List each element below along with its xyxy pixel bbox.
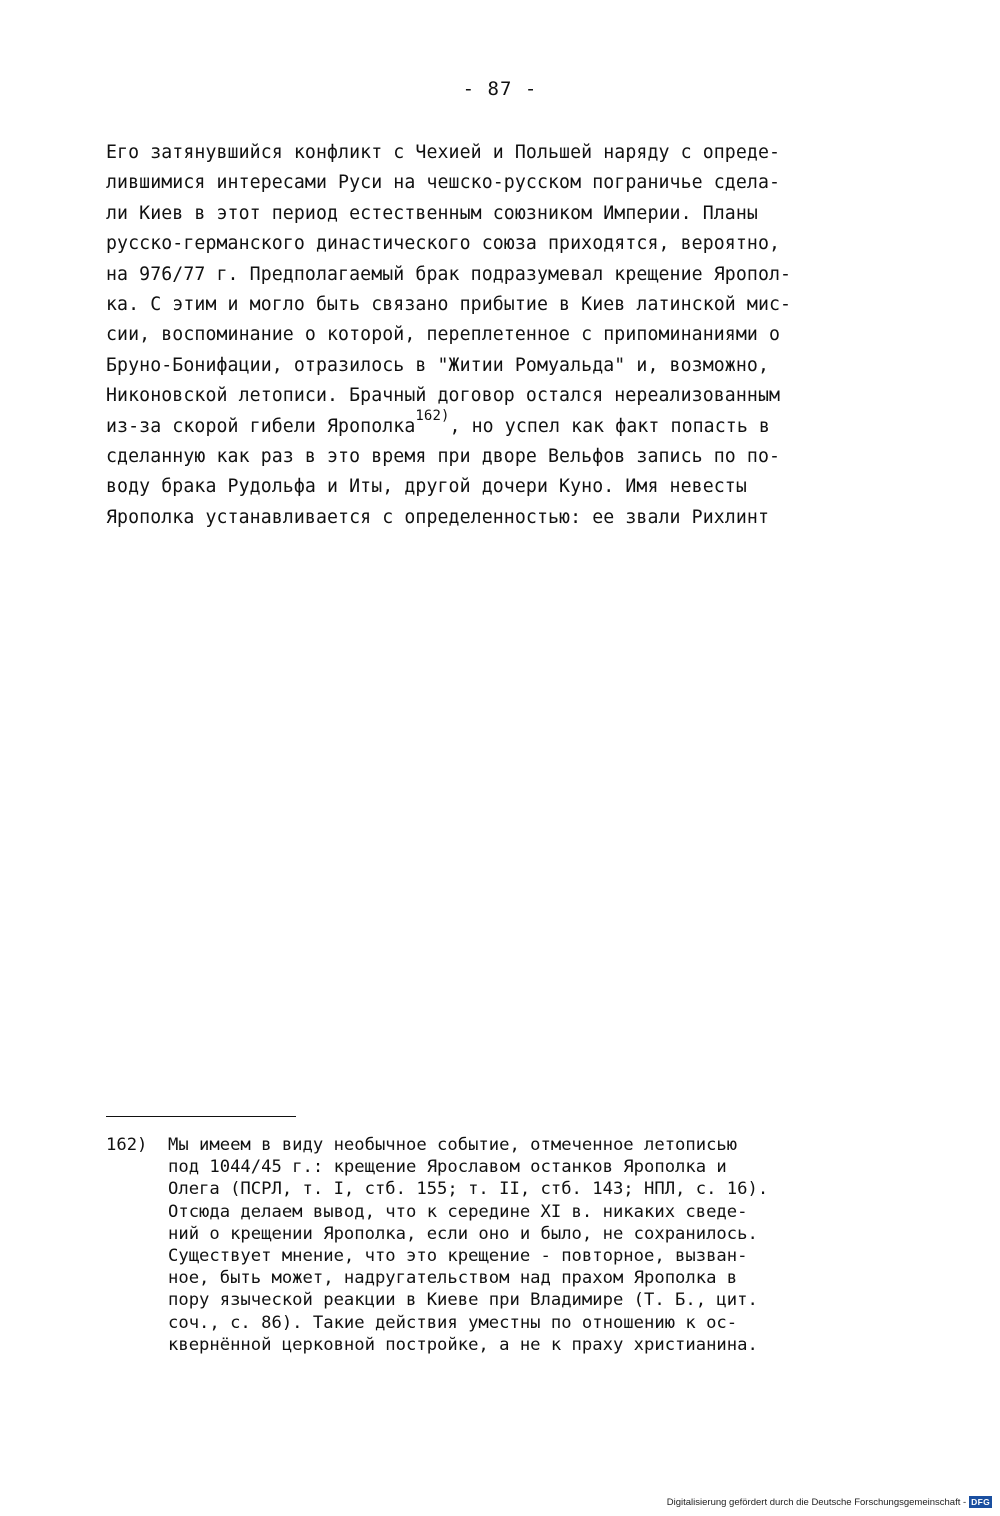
text-line: воду брака Рудольфа и Иты, другой дочери Куно. Имя невесты	[106, 476, 747, 498]
main-text	[106, 138, 896, 533]
footnote-line: Мы имеем в виду необычное событие, отмеченное летописью	[168, 1135, 738, 1155]
text-line-with-footnote-ref	[106, 407, 896, 442]
footnote-line: ний о крещении Ярополка, если оно и было, не сохранилось.	[168, 1223, 758, 1244]
footnote-body	[168, 1134, 908, 1356]
footnote-reference[interactable]: 162)	[415, 407, 450, 424]
text-line: ка. С этим и могло быть связано прибытие в Киев латинской мис-	[106, 293, 792, 315]
footnote-line: ное, быть может, надругательством над прахом Ярополка в	[168, 1268, 738, 1289]
footnote-line: под 1044/45 г.: крещение Ярославом останков Ярополка и	[168, 1157, 727, 1178]
text-segment: , но успел как факт попасть в	[449, 415, 770, 437]
text-line: Ярополка устанавливается с определенностью: ее звали Рихлинт	[106, 506, 769, 528]
text-line: на 976/77 г. Предполагаемый брак подразумевал крещение Яропол-	[106, 263, 792, 285]
footnote-line: соч., с. 86). Такие действия уместны по отношению к ос-	[168, 1312, 738, 1333]
text-line: сделанную как раз в это время при дворе Вельфов запись по по-	[106, 445, 781, 467]
text-line: лившимися интересами Руси на чешско-русском пограничье сдела-	[106, 172, 781, 194]
page-number: - 87 -	[462, 78, 538, 100]
dfg-logo: DFG	[971, 1497, 990, 1507]
footnote-line: Отсюда делаем вывод, что к середине XI в. никаких сведе-	[168, 1201, 748, 1222]
footnote-separator	[106, 1116, 296, 1117]
text-line: ли Киев в этот период естественным союзником Империи. Планы	[106, 202, 758, 224]
footnote-label: 162)	[106, 1135, 148, 1155]
text-line: Никоновской летописи. Брачный договор остался нереализованным	[106, 385, 781, 407]
text-line: сии, воспоминание о которой, переплетенное с припоминаниями о	[106, 324, 781, 346]
credit-text: Digitalisierung gefördert durch die Deutsche Forschungsgemeinschaft -	[666, 1496, 967, 1508]
text-line: Его затянувшийся конфликт с Чехией и Польшей наряду с опреде-	[106, 142, 781, 163]
footnote-line: Олега (ПСРЛ, т. I, стб. 155; т. II, стб. 143; НПЛ, с. 16).	[168, 1179, 769, 1200]
footnote-line: Существует мнение, что это крещение - повторное, вызван-	[168, 1245, 748, 1266]
digitization-credit	[667, 1496, 992, 1508]
text-segment: из-за скорой гибели Ярополка	[106, 415, 416, 437]
footnote-line: пору языческой реакции в Киеве при Владимире (Т. Б., цит.	[168, 1290, 758, 1311]
text-line: русско-германского династического союза приходятся, вероятно,	[106, 233, 781, 255]
footnote-line: квернённой церковной постройке, а не к праху христианина.	[168, 1334, 758, 1355]
text-line: Бруно-Бонифации, отразилось в "Житии Ромуальда" и, возможно,	[106, 354, 769, 376]
